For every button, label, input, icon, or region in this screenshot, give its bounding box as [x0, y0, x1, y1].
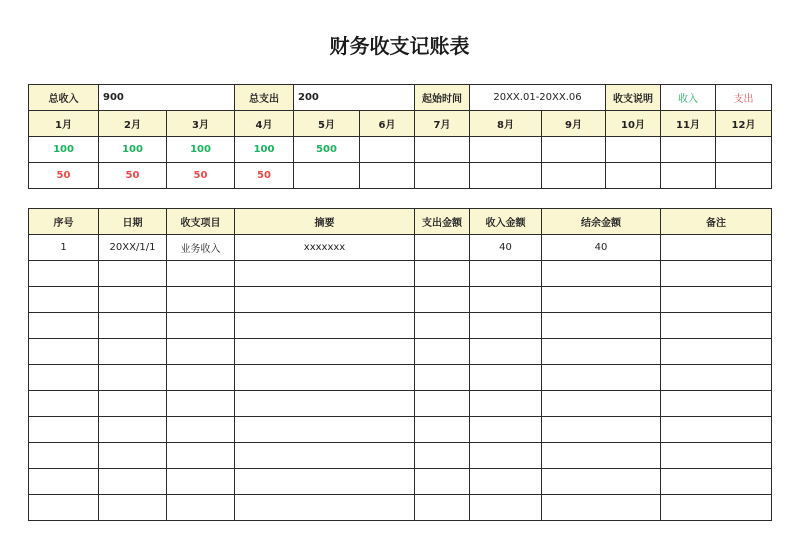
- cell-income[interactable]: [470, 365, 542, 391]
- cell-date[interactable]: [99, 417, 167, 443]
- monthly-expense-cell[interactable]: [716, 163, 772, 189]
- col-header-note: 备注: [661, 209, 772, 235]
- cell-seq[interactable]: [29, 495, 99, 521]
- cell-date[interactable]: [99, 313, 167, 339]
- month-header: 6月: [360, 111, 415, 137]
- sheet-title: 财务收支记账表: [329, 34, 470, 58]
- cell-expense[interactable]: [415, 235, 470, 261]
- total-income-value[interactable]: 900: [99, 85, 235, 111]
- cell-seq[interactable]: [29, 417, 99, 443]
- cell-expense[interactable]: [415, 391, 470, 417]
- cell-expense[interactable]: [415, 261, 470, 287]
- cell-note[interactable]: [661, 365, 772, 391]
- cell-summary[interactable]: [235, 417, 415, 443]
- monthly-income-cell[interactable]: 100: [235, 137, 294, 163]
- monthly-income-cell[interactable]: 100: [29, 137, 99, 163]
- cell-item[interactable]: [167, 495, 235, 521]
- cell-summary[interactable]: [235, 495, 415, 521]
- monthly-expense-cell[interactable]: [415, 163, 470, 189]
- month-header: 10月: [606, 111, 661, 137]
- cell-income[interactable]: [470, 339, 542, 365]
- cell-note[interactable]: [661, 469, 772, 495]
- monthly-income-cell[interactable]: [661, 137, 716, 163]
- cell-income[interactable]: [470, 313, 542, 339]
- cell-expense[interactable]: [415, 287, 470, 313]
- cell-expense[interactable]: [415, 339, 470, 365]
- cell-note[interactable]: [661, 417, 772, 443]
- month-header: 2月: [99, 111, 167, 137]
- legend-expense: 支出: [716, 85, 772, 111]
- cell-income[interactable]: [470, 287, 542, 313]
- month-header: 8月: [470, 111, 542, 137]
- cell-seq[interactable]: [29, 287, 99, 313]
- cell-summary[interactable]: [235, 365, 415, 391]
- cell-summary[interactable]: [235, 313, 415, 339]
- cell-balance[interactable]: [542, 391, 661, 417]
- cell-income[interactable]: [470, 261, 542, 287]
- legend-label: 收支说明: [606, 85, 661, 111]
- col-header-expense: 支出金额: [415, 209, 470, 235]
- month-header: 4月: [235, 111, 294, 137]
- monthly-income-cell[interactable]: [415, 137, 470, 163]
- table-row: [29, 391, 772, 417]
- table-row: [29, 287, 772, 313]
- cell-balance[interactable]: [542, 495, 661, 521]
- monthly-expense-cell[interactable]: 50: [99, 163, 167, 189]
- monthly-expense-cell[interactable]: [294, 163, 360, 189]
- cell-income[interactable]: [470, 469, 542, 495]
- cell-date[interactable]: [99, 287, 167, 313]
- cell-seq[interactable]: [29, 443, 99, 469]
- monthly-expense-cell[interactable]: 50: [29, 163, 99, 189]
- cell-balance[interactable]: [542, 469, 661, 495]
- summary-table: [28, 84, 772, 189]
- cell-note[interactable]: [661, 287, 772, 313]
- cell-item[interactable]: [167, 443, 235, 469]
- cell-summary[interactable]: [235, 261, 415, 287]
- cell-expense[interactable]: [415, 495, 470, 521]
- month-header: 7月: [415, 111, 470, 137]
- cell-note[interactable]: [661, 313, 772, 339]
- monthly-income-cell[interactable]: [470, 137, 542, 163]
- month-header: 5月: [294, 111, 360, 137]
- month-header: 12月: [716, 111, 772, 137]
- monthly-income-cell[interactable]: 100: [167, 137, 235, 163]
- col-header-date: 日期: [99, 209, 167, 235]
- cell-date[interactable]: [99, 365, 167, 391]
- cell-item[interactable]: [167, 365, 235, 391]
- legend-income: 收入: [661, 85, 716, 111]
- cell-item[interactable]: [167, 313, 235, 339]
- total-expense-value[interactable]: 200: [294, 85, 415, 111]
- total-expense-label: 总支出: [235, 85, 294, 111]
- cell-balance[interactable]: [542, 365, 661, 391]
- table-row: [29, 443, 772, 469]
- cell-item[interactable]: [167, 339, 235, 365]
- cell-date[interactable]: [99, 495, 167, 521]
- cell-expense[interactable]: [415, 417, 470, 443]
- cell-balance[interactable]: [542, 261, 661, 287]
- ledger-table: [28, 208, 772, 521]
- monthly-income-cell[interactable]: [716, 137, 772, 163]
- col-header-seq: 序号: [29, 209, 99, 235]
- cell-seq[interactable]: [29, 469, 99, 495]
- cell-balance[interactable]: 40: [542, 235, 661, 261]
- cell-date[interactable]: [99, 261, 167, 287]
- cell-date[interactable]: [99, 339, 167, 365]
- ledger-header-row: [29, 209, 772, 235]
- cell-seq[interactable]: 1: [29, 235, 99, 261]
- cell-summary[interactable]: xxxxxxx: [235, 235, 415, 261]
- cell-item[interactable]: 业务收入: [167, 235, 235, 261]
- cell-income[interactable]: [470, 495, 542, 521]
- monthly-expense-cell[interactable]: [360, 163, 415, 189]
- cell-seq[interactable]: [29, 391, 99, 417]
- cell-item[interactable]: [167, 261, 235, 287]
- cell-income[interactable]: 40: [470, 235, 542, 261]
- cell-balance[interactable]: [542, 287, 661, 313]
- cell-balance[interactable]: [542, 339, 661, 365]
- monthly-income-cell[interactable]: [360, 137, 415, 163]
- cell-item[interactable]: [167, 469, 235, 495]
- monthly-income-cell[interactable]: [542, 137, 606, 163]
- cell-summary[interactable]: [235, 443, 415, 469]
- monthly-expense-cell[interactable]: 50: [235, 163, 294, 189]
- cell-balance[interactable]: [542, 417, 661, 443]
- monthly-expense-cell[interactable]: [470, 163, 542, 189]
- monthly-expense-row: [29, 163, 772, 189]
- monthly-income-cell[interactable]: 500: [294, 137, 360, 163]
- month-header: 3月: [167, 111, 235, 137]
- cell-summary[interactable]: [235, 339, 415, 365]
- cell-expense[interactable]: [415, 313, 470, 339]
- cell-note[interactable]: [661, 443, 772, 469]
- monthly-expense-cell[interactable]: 50: [167, 163, 235, 189]
- cell-date[interactable]: [99, 391, 167, 417]
- month-header: 11月: [661, 111, 716, 137]
- cell-note[interactable]: [661, 495, 772, 521]
- start-time-label: 起始时间: [415, 85, 470, 111]
- cell-income[interactable]: [470, 391, 542, 417]
- monthly-expense-cell[interactable]: [606, 163, 661, 189]
- start-time-value[interactable]: 20XX.01-20XX.06: [470, 85, 606, 111]
- cell-date[interactable]: [99, 469, 167, 495]
- monthly-income-cell[interactable]: 100: [99, 137, 167, 163]
- cell-note[interactable]: [661, 235, 772, 261]
- cell-expense[interactable]: [415, 443, 470, 469]
- table-row: [29, 365, 772, 391]
- table-row: [29, 313, 772, 339]
- monthly-income-row: [29, 137, 772, 163]
- cell-income[interactable]: [470, 417, 542, 443]
- col-header-item: 收支项目: [167, 209, 235, 235]
- cell-note[interactable]: [661, 261, 772, 287]
- col-header-balance: 结余金额: [542, 209, 661, 235]
- table-row: [29, 339, 772, 365]
- cell-balance[interactable]: [542, 443, 661, 469]
- cell-expense[interactable]: [415, 365, 470, 391]
- cell-date[interactable]: 20XX/1/1: [99, 235, 167, 261]
- summary-row: [29, 85, 772, 111]
- cell-summary[interactable]: [235, 469, 415, 495]
- table-row: [29, 261, 772, 287]
- table-row: [29, 469, 772, 495]
- cell-income[interactable]: [470, 443, 542, 469]
- cell-seq[interactable]: [29, 339, 99, 365]
- cell-expense[interactable]: [415, 469, 470, 495]
- cell-seq[interactable]: [29, 365, 99, 391]
- col-header-summary: 摘要: [235, 209, 415, 235]
- monthly-expense-cell[interactable]: [661, 163, 716, 189]
- cell-date[interactable]: [99, 443, 167, 469]
- table-row: [29, 495, 772, 521]
- cell-note[interactable]: [661, 339, 772, 365]
- cell-item[interactable]: [167, 287, 235, 313]
- cell-summary[interactable]: [235, 287, 415, 313]
- cell-item[interactable]: [167, 391, 235, 417]
- col-header-income: 收入金额: [470, 209, 542, 235]
- cell-seq[interactable]: [29, 313, 99, 339]
- cell-balance[interactable]: [542, 313, 661, 339]
- monthly-expense-cell[interactable]: [542, 163, 606, 189]
- cell-seq[interactable]: [29, 261, 99, 287]
- table-row: [29, 417, 772, 443]
- table-row: [29, 235, 772, 261]
- total-income-label: 总收入: [29, 85, 99, 111]
- monthly-income-cell[interactable]: [606, 137, 661, 163]
- cell-item[interactable]: [167, 417, 235, 443]
- month-header: 9月: [542, 111, 606, 137]
- cell-note[interactable]: [661, 391, 772, 417]
- month-header: 1月: [29, 111, 99, 137]
- cell-summary[interactable]: [235, 391, 415, 417]
- month-header-row: [29, 111, 772, 137]
